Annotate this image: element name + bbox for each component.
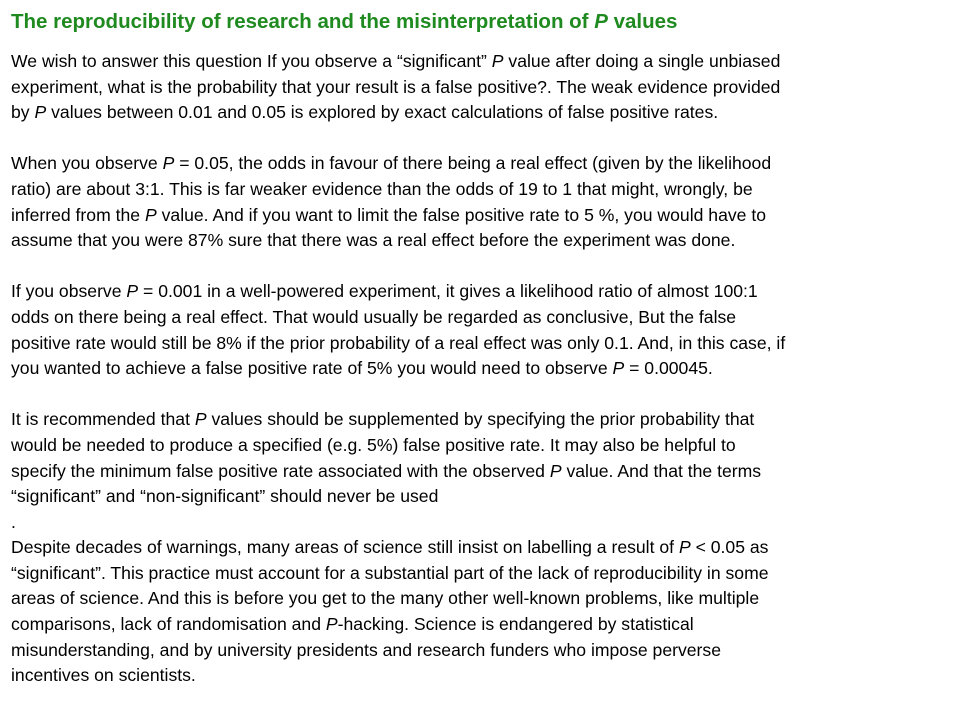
italic-p-symbol: P: [325, 614, 338, 635]
paragraph-gap: [11, 254, 956, 280]
text-run: positive rate would still be 8% if the prior probability of a real effect was only 0.1. And, in this case, if: [11, 332, 786, 353]
text-run: ratio) are about 3:1. This is far weaker evidence than the odds of 19 to 1 that might, wrongly, be: [11, 178, 753, 199]
text-line: [11, 49, 956, 75]
text-line: [11, 305, 956, 331]
italic-p-symbol: P: [678, 537, 691, 558]
paragraph-gap: [11, 126, 956, 152]
slide-body: [11, 49, 956, 689]
text-run: When you observe: [11, 153, 163, 174]
text-line: [11, 535, 956, 561]
text-line: [11, 331, 956, 357]
text-line: [11, 203, 956, 229]
text-run: odds on there being a real effect. That would usually be regarded as conclusive, But the false: [11, 306, 737, 327]
italic-p-symbol: P: [612, 358, 625, 379]
italic-p-symbol: P: [126, 281, 139, 302]
text-run: specify the minimum false positive rate associated with the observed: [11, 460, 550, 481]
paragraph: [11, 151, 956, 253]
text-run: experiment, what is the probability that your result is a false positive?. The weak evidence provided: [11, 76, 781, 97]
text-run: < 0.05 as: [690, 537, 769, 558]
text-run: areas of science. And this is before you get to the many other well-known problems, like multiple: [11, 588, 760, 609]
italic-p-symbol: P: [144, 204, 157, 225]
text-line: [11, 612, 956, 638]
text-run: = 0.001 in a well-powered experiment, it gives a likelihood ratio of almost 100:1: [138, 281, 758, 302]
text-run: you wanted to achieve a false positive rate of 5% you would need to observe: [11, 358, 613, 379]
text-run: value. And that the terms: [561, 460, 762, 481]
text-run: inferred from the: [11, 204, 145, 225]
text-line: [11, 433, 956, 459]
text-line: [11, 459, 956, 485]
text-run: = 0.00045.: [624, 358, 713, 379]
text-line: [11, 561, 956, 587]
text-run: If you observe: [11, 281, 127, 302]
paragraph: [11, 407, 956, 689]
text-run: It is recommended that: [11, 409, 195, 430]
text-run: would be needed to produce a specified (e.g. 5%) false positive rate. It may also be helpful to: [11, 434, 736, 455]
text-run: = 0.05, the odds in favour of there being a real effect (given by the likelihood: [174, 153, 772, 174]
text-run: comparisons, lack of randomisation and: [11, 614, 326, 635]
text-run: Despite decades of warnings, many areas of science still insist on labelling a result of: [11, 537, 679, 558]
text-run: assume that you were 87% sure that there was a real effect before the experiment was done.: [11, 230, 736, 251]
text-run: .: [11, 511, 16, 532]
paragraph-gap: [11, 382, 956, 408]
italic-p-symbol: P: [549, 460, 562, 481]
text-run: -hacking. Science is endangered by statistical: [337, 614, 694, 635]
title-text-end: values: [607, 10, 678, 33]
text-line: [11, 151, 956, 177]
text-line: [11, 663, 956, 689]
text-run: value. And if you want to limit the false positive rate to 5 %, you would have to: [156, 204, 766, 225]
paragraph: [11, 279, 956, 381]
text-run: “significant” and “non-significant” should never be used: [11, 486, 439, 507]
text-line: [11, 177, 956, 203]
text-line: [11, 228, 956, 254]
text-line: [11, 407, 956, 433]
text-line: [11, 356, 956, 382]
italic-p-symbol: P: [491, 51, 504, 71]
paragraph: [11, 49, 956, 126]
slide-title: [11, 9, 960, 35]
text-line: [11, 100, 956, 126]
title-text-start: The reproducibility of research and the misinterpretation of: [11, 10, 595, 33]
text-run: value after doing a single unbiased: [503, 51, 781, 71]
text-run: values should be supplemented by specifying the prior probability that: [206, 409, 755, 430]
text-line: [11, 586, 956, 612]
text-run: by: [11, 102, 35, 123]
text-run: “significant”. This practice must account for a substantial part of the lack of reproducibility in some: [11, 562, 769, 583]
text-line: [11, 638, 956, 664]
text-run: We wish to answer this question If you observe a “significant”: [11, 51, 492, 71]
text-run: misunderstanding, and by university presidents and research funders who impose perverse: [11, 639, 721, 660]
text-run: incentives on scientists.: [11, 665, 196, 686]
italic-p-symbol: P: [34, 102, 47, 123]
text-run: values between 0.01 and 0.05 is explored by exact calculations of false positive rates.: [46, 102, 719, 123]
italic-p-symbol: P: [194, 409, 207, 430]
title-italic-p: P: [594, 10, 608, 33]
text-line: [11, 510, 956, 536]
text-line: [11, 75, 956, 101]
text-line: [11, 484, 956, 510]
text-line: [11, 279, 956, 305]
italic-p-symbol: P: [162, 153, 175, 174]
